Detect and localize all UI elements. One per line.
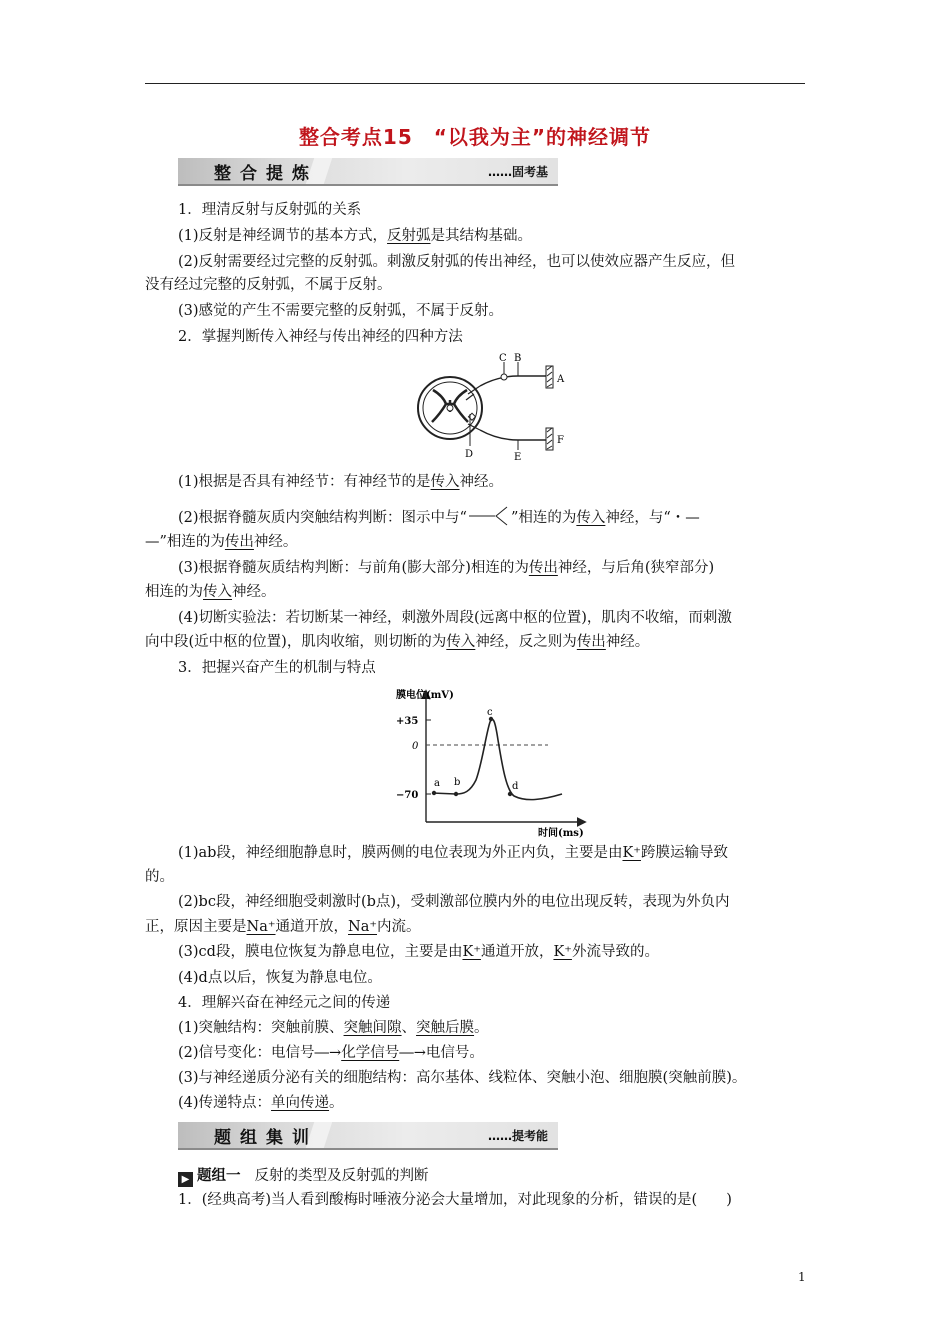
synapse-fork-glyph [467, 506, 511, 526]
question-1: 1．(经典高考)当人看到酸梅时唾液分泌会大量增加，对此现象的分析，错误的是( ) [178, 1192, 732, 1208]
s2-m4: (4)切断实验法：若切断某一神经，刺激外周段(远离中枢的位置)，肌肉不收缩，而刺激 [178, 610, 732, 626]
label-d: D [465, 449, 474, 460]
chart-ylabel: 膜电位(mV) [396, 690, 454, 701]
s3-q1-cont: 的。 [145, 869, 174, 885]
page-number: 1 [798, 1270, 806, 1284]
point-b: b [454, 777, 461, 788]
s3-q1: (1)ab段，神经细胞静息时，膜两侧的电位表现为外正内负，主要是由K⁺跨膜运输导致 [178, 845, 728, 861]
s3-heading: 3．把握兴奋产生的机制与特点 [178, 660, 376, 676]
s3-q2-cont: 正，原因主要是Na⁺通道开放，Na⁺内流。 [145, 919, 421, 935]
group-topic: 反射的类型及反射弧的判断 [254, 1168, 429, 1184]
s4-r4: (4)传递特点：单向传递。 [178, 1095, 344, 1111]
s1-p1: (1)反射是神经调节的基本方式，反射弧是其结构基础。 [178, 228, 533, 244]
s1-heading: 1．理清反射与反射弧的关系 [178, 202, 362, 218]
point-a: a [434, 778, 440, 789]
s4-r1: (1)突触结构：突触前膜、突触间隙、突触后膜。 [178, 1020, 489, 1036]
section-banner-practice [178, 1122, 558, 1150]
s2-m1: (1)根据是否具有神经节：有神经节的是传入神经。 [178, 474, 504, 490]
s4-r2: (2)信号变化：电信号―→化学信号―→电信号。 [178, 1045, 484, 1061]
s3-q4: (4)d点以后，恢复为静息电位。 [178, 970, 382, 986]
s4-heading: 4．理解兴奋在神经元之间的传递 [178, 995, 391, 1011]
s2-m2-cont: —”相连的为传出神经。 [145, 534, 298, 550]
play-triangle-icon: ▶ [178, 1172, 193, 1187]
point-c: c [487, 707, 493, 718]
s2-heading: 2．掌握判断传入神经与传出神经的四种方法 [178, 329, 463, 345]
s2-m2: (2)根据脊髓灰质内突触结构判断：图示中与“ ”相连的为传入神经，与“・— [178, 506, 843, 529]
section-banner-integrate [178, 158, 558, 186]
page-title: 整合考点15 “以我为主”的神经调节 [298, 125, 652, 149]
banner-main: 整合提炼 [214, 164, 318, 184]
s1-p2: (2)反射需要经过完整的反射弧。刺激反射弧的传出神经，也可以使效应器产生反应，但 [178, 254, 736, 270]
header-rule [145, 83, 805, 84]
label-e: E [514, 452, 522, 463]
point-d: d [512, 781, 519, 792]
banner-sub: ……提考能 [487, 1129, 548, 1143]
s2-m3: (3)根据脊髓灰质结构判断：与前角(膨大部分)相连的为传出神经，与后角(狭窄部分) [178, 560, 715, 576]
s2-m4-cont: 向中段(近中枢的位置)，肌肉收缩，则切断的为传入神经，反之则为传出神经。 [145, 634, 650, 650]
label-b: B [514, 353, 522, 364]
question-group-heading [178, 1164, 429, 1187]
group-label: 题组一 [197, 1168, 241, 1184]
s2-m3-cont: 相连的为传入神经。 [145, 584, 276, 600]
banner-sub: ……固考基 [487, 165, 548, 179]
tick-zero: 0 [412, 741, 419, 752]
s1-p2-cont: 没有经过完整的反射弧，不属于反射。 [145, 277, 392, 293]
s3-q3: (3)cd段，膜电位恢复为静息电位，主要是由K⁺通道开放，K⁺外流导致的。 [178, 944, 659, 960]
s3-q2: (2)bc段，神经细胞受刺激时(b点)，受刺激部位膜内外的电位出现反转，表现为外负内 [178, 894, 730, 910]
banner-main: 题组集训 [214, 1128, 318, 1148]
chart-xlabel: 时间(ms) [538, 828, 584, 838]
label-f: F [557, 435, 564, 446]
reflex-arc-diagram [408, 352, 578, 464]
tick-minus70: −70 [396, 790, 419, 801]
s4-r3: (3)与神经递质分泌有关的细胞结构：高尔基体、线粒体、突触小泡、细胞膜(突触前膜)。 [178, 1070, 747, 1086]
label-c: C [499, 353, 507, 364]
tick-plus35: +35 [396, 716, 419, 727]
membrane-potential-chart [366, 682, 596, 838]
s1-p3: (3)感觉的产生不需要完整的反射弧，不属于反射。 [178, 303, 504, 319]
label-a: A [557, 374, 565, 385]
